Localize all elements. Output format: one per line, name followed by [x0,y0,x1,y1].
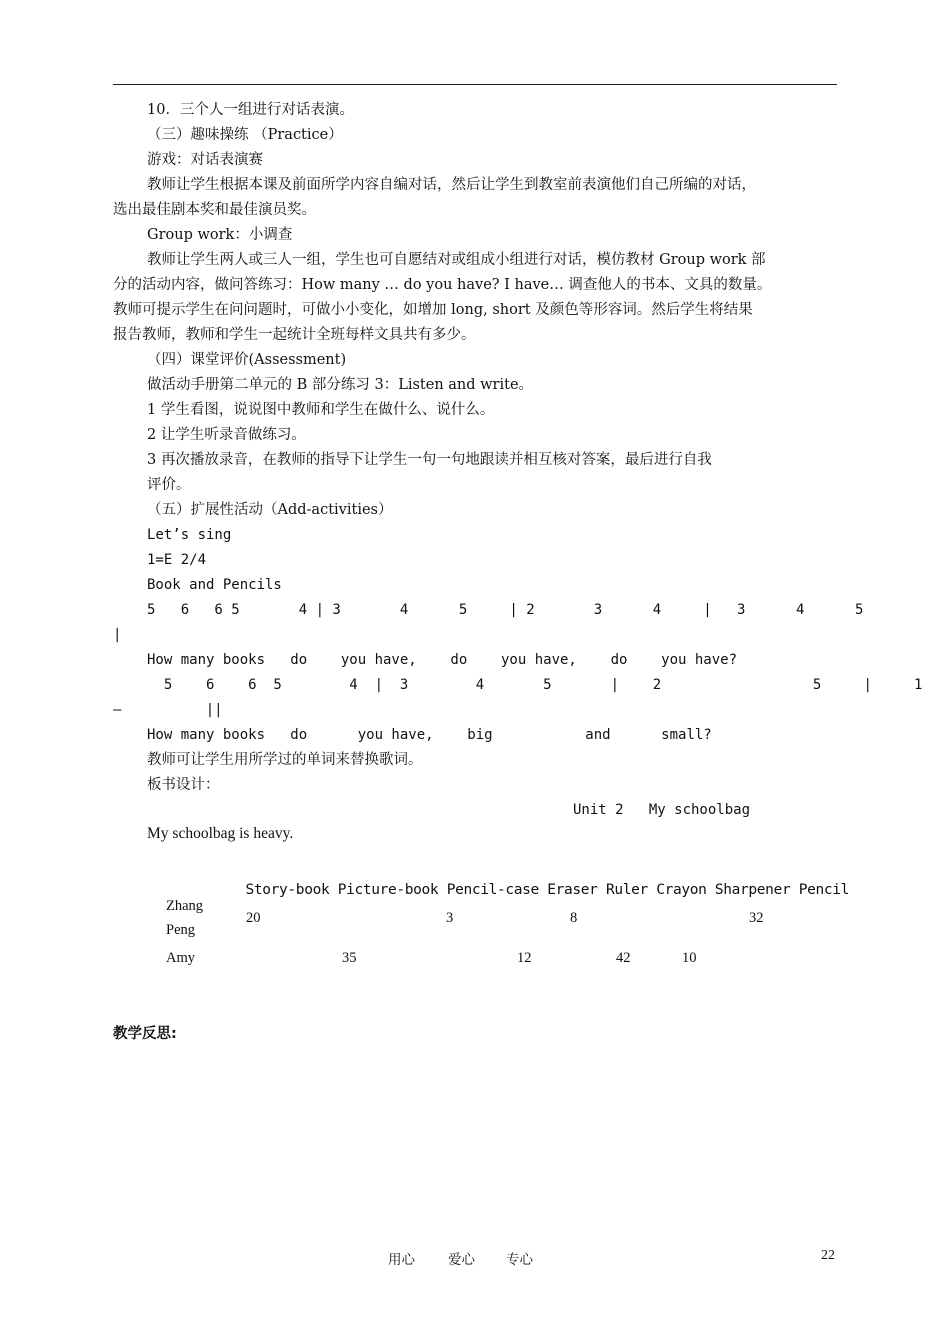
table-header: Pencil [798,882,849,898]
page-number: 22 [821,1248,835,1263]
footer-motto: 专心 [506,1252,533,1268]
song-notes-line: 5 6 6 5 4 | 3 4 5 | 2 5 | 1 [147,677,923,693]
reflection-label: 教学反思: [113,1026,177,1042]
board-sentence: My schoolbag is heavy. [147,825,294,842]
table-cell: 3 [446,910,454,926]
table-header: Picture-book [337,882,439,898]
group-work-title: Group work：小调查 [147,227,293,243]
song-notes-end: — || [113,702,223,718]
header-rule [113,84,837,85]
paragraph-line: 教师让学生根据本课及前面所学内容自编对话，然后让学生到教室前表演他们自己所编的对话， [147,177,756,193]
song-notes-bar: | [113,627,122,643]
student-name: Peng [166,922,195,938]
list-item: 2 让学生听录音做练习。 [147,427,306,443]
footer-motto: 用心 [388,1252,415,1268]
song-intro: Let’s sing [147,527,232,543]
list-item: 3 再次播放录音，在教师的指导下让学生一句一句地跟读并相互核对答案，最后进行自我 [147,452,712,468]
paragraph-line: 教师让学生两人或三人一组，学生也可自愿结对或组成小组进行对话，模仿教材 Group work 部 [147,252,766,268]
paragraph-line: 选出最佳剧本奖和最佳演员奖。 [113,202,316,218]
song-lyrics-line: How many books do you have, do you have, do you have? [147,652,738,668]
table-header: Pencil-case [446,882,539,898]
section-activities-heading: （五）扩展性活动（Add-activities） [147,502,393,518]
table-cell: 42 [616,950,631,966]
song-notes-line: 5 6 6 5 4 | 3 4 5 | 2 3 4 | 3 4 5 [147,602,864,618]
paragraph-line: 分的活动内容，做问答练习：How many … do you have? I have… 调查他人的书本、文具的数量。 [113,277,772,293]
student-name: Zhang [166,898,204,914]
table-cell: 12 [517,950,532,966]
table-cell: 32 [749,910,764,926]
section-practice-heading: （三）趣味操练 （Practice） [147,127,343,143]
section-assessment-heading: （四）课堂评价(Assessment) [147,352,347,368]
song-lyrics-line: How many books do you have, big and small? [147,727,712,743]
table-header: Sharpener [714,882,791,898]
paragraph-line: 教师可让学生用所学过的单词来替换歌词。 [147,752,423,768]
song-key: 1=E 2/4 [147,552,207,568]
table-header: Eraser [547,882,598,898]
table-cell: 35 [342,950,357,966]
paragraph-line: 教师可提示学生在问问题时，可做小小变化，如增加 long, short 及颜色等形容词。然后学生将结果 [113,302,753,318]
table-cell: 20 [246,910,261,926]
board-unit-title: Unit 2 My schoolbag [573,802,751,818]
student-name: Amy [166,950,195,966]
game-title: 游戏：对话表演赛 [147,152,263,168]
paragraph-line: 报告教师，教师和学生一起统计全班每样文具共有多少。 [113,327,476,343]
table-header: Ruler [605,882,648,898]
list-item-continuation: 评价。 [147,477,191,493]
paragraph-line: 做活动手册第二单元的 B 部分练习 3：Listen and write。 [147,377,534,393]
table-cell: 10 [682,950,697,966]
song-title: Book and Pencils [147,577,282,593]
list-item: 1 学生看图，说说图中教师和学生在做什么、说什么。 [147,402,495,418]
board-design-label: 板书设计： [147,777,220,793]
table-header: Story-book [245,882,330,898]
table-header: Crayon [656,882,707,898]
footer-motto: 爱心 [448,1252,475,1268]
step-10-line: 10．三个人一组进行对话表演。 [147,102,354,118]
table-cell: 8 [570,910,578,926]
